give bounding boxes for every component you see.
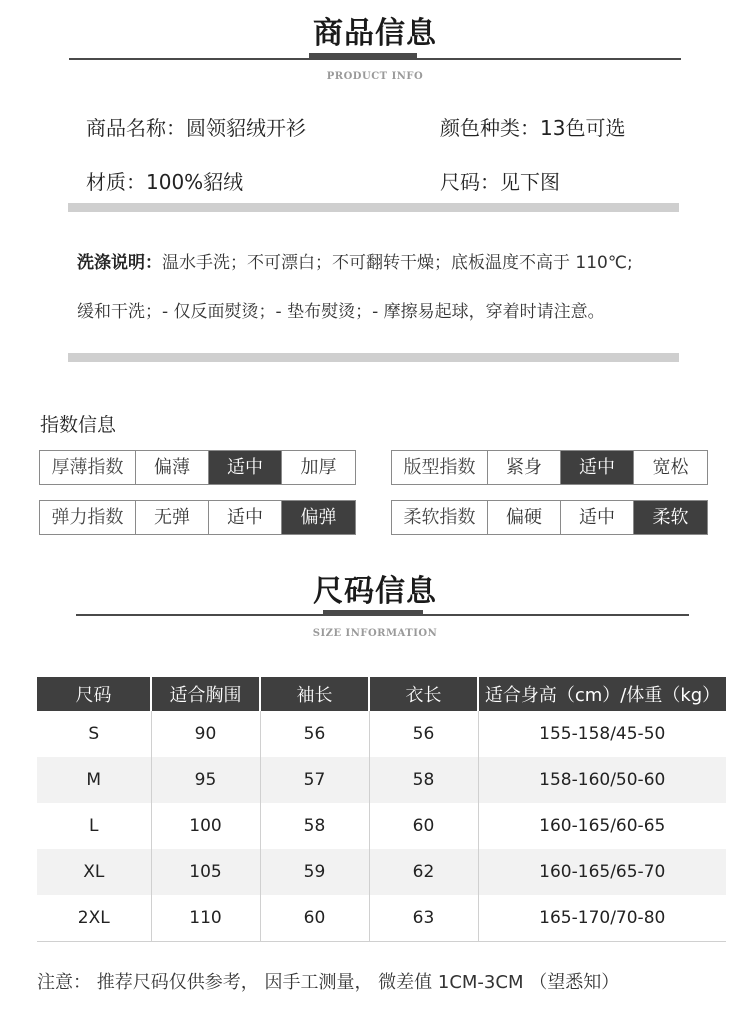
sleeve-cell: 58 — [260, 803, 369, 849]
wash-text-1: 温水手洗；不可漂白；不可翻转干燥；底板温度不高于 110℃; — [162, 253, 633, 273]
index-option-selected: 偏弹 — [282, 501, 355, 534]
product-colors: 颜色种类：13色可选 — [440, 116, 626, 140]
header-length: 衣长 — [369, 677, 478, 711]
index-option: 无弹 — [136, 501, 209, 534]
length-cell: 60 — [369, 803, 478, 849]
size-cell: XL — [37, 849, 151, 895]
chest-cell: 105 — [151, 849, 260, 895]
height-weight-cell: 155-158/45-50 — [539, 724, 666, 744]
index-elasticity — [39, 500, 356, 535]
size-row — [37, 711, 726, 757]
length-cell: 58 — [369, 757, 478, 803]
product-info-accent — [309, 53, 417, 59]
index-option-selected: 柔软 — [634, 501, 707, 534]
size-info-accent — [323, 610, 423, 616]
size-note: 注意： 推荐尺码仅供参考， 因手工测量， 微差值 1CM-3CM （望悉知） — [37, 972, 620, 993]
product-info-subtitle: PRODUCT INFO — [326, 71, 424, 82]
size-row — [37, 803, 726, 849]
index-option: 偏薄 — [136, 451, 209, 484]
chest-cell: 90 — [151, 711, 260, 757]
index-option: 适中 — [561, 501, 634, 534]
header-chest: 适合胸围 — [151, 677, 260, 711]
size-cell: L — [37, 803, 151, 849]
sleeve-cell: 59 — [260, 849, 369, 895]
length-cell: 56 — [369, 711, 478, 757]
sleeve-cell: 60 — [260, 895, 369, 941]
sleeve-cell: 57 — [260, 757, 369, 803]
size-info-title: 尺码信息 — [313, 574, 437, 609]
index-option: 偏硬 — [488, 501, 561, 534]
height-weight-cell: 158-160/50-60 — [478, 757, 726, 803]
length-cell: 63 — [369, 895, 478, 941]
index-fit — [391, 450, 708, 485]
header-sleeve: 袖长 — [260, 677, 369, 711]
wash-instructions-line2: 缓和干洗；- 仅反面熨烫；- 垫布熨烫；- 摩擦易起球，穿着时请注意。 — [77, 302, 605, 322]
gray-divider-top — [68, 203, 679, 212]
sleeve-cell: 56 — [260, 711, 369, 757]
size-cell: S — [37, 711, 151, 757]
product-material: 材质：100%貂绒 — [86, 170, 244, 194]
index-softness — [391, 500, 708, 535]
header-size: 尺码 — [37, 677, 151, 711]
height-weight-cell: 160-165/60-65 — [539, 816, 666, 836]
index-label: 柔软指数 — [392, 501, 488, 534]
index-option: 适中 — [209, 501, 282, 534]
size-row — [37, 895, 726, 941]
length-cell: 62 — [369, 849, 478, 895]
height-weight-cell: 165-170/70-80 — [478, 895, 726, 941]
index-option: 加厚 — [282, 451, 355, 484]
size-table — [37, 677, 726, 942]
chest-cell: 110 — [151, 895, 260, 941]
index-option: 紧身 — [488, 451, 561, 484]
height-weight-cell: 160-165/65-70 — [478, 849, 726, 895]
index-option-selected: 适中 — [209, 451, 282, 484]
size-cell: 2XL — [37, 895, 151, 941]
size-table-header — [37, 677, 726, 711]
index-thickness — [39, 450, 356, 485]
product-name: 商品名称：圆领貂绒开衫 — [86, 116, 306, 140]
index-label: 版型指数 — [392, 451, 488, 484]
index-info-title: 指数信息 — [40, 414, 117, 436]
chest-cell: 95 — [151, 757, 260, 803]
product-info-title: 商品信息 — [313, 16, 437, 51]
size-row — [37, 757, 726, 803]
index-label: 厚薄指数 — [40, 451, 136, 484]
size-cell: M — [37, 757, 151, 803]
chest-cell: 100 — [151, 803, 260, 849]
product-size: 尺码：见下图 — [440, 170, 560, 194]
gray-divider-bottom — [68, 353, 679, 362]
index-label: 弹力指数 — [40, 501, 136, 534]
wash-instructions-line1 — [77, 248, 633, 273]
size-row — [37, 849, 726, 895]
index-option: 宽松 — [634, 451, 707, 484]
index-option-selected: 适中 — [561, 451, 634, 484]
wash-label: 洗涤说明： — [77, 253, 162, 273]
header-height-weight: 适合身高（cm）/体重（kg） — [478, 677, 726, 711]
size-info-subtitle: SIZE INFORMATION — [312, 628, 438, 639]
